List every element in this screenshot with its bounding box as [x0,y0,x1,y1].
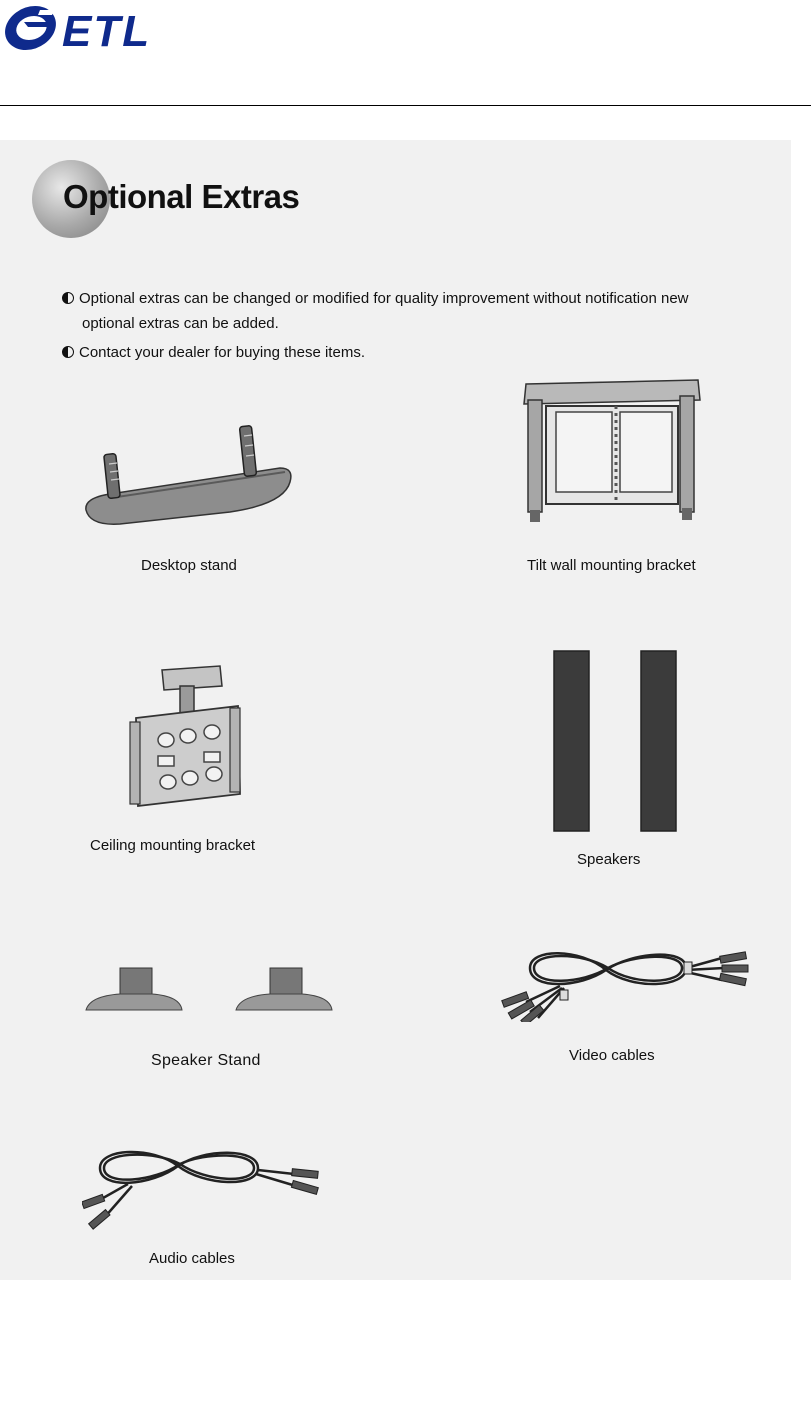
note-1-line1: Optional extras can be changed or modified for quality improvement without notification new [79,290,689,307]
speaker-stand-label: Speaker Stand [151,1052,261,1069]
speakers-label: Speakers [577,851,641,868]
etl-logo [2,2,158,54]
note-1-line2: optional extras can be added. [82,315,279,332]
audio-cables-label: Audio cables [149,1250,235,1267]
logo-text: ETL [62,7,152,54]
half-circle-bullet-icon [62,346,74,358]
ceiling-bracket-icon [128,664,246,810]
speakers-icon [553,650,677,834]
note-2-line1: Contact your dealer for buying these items. [79,344,365,361]
header-divider [0,105,811,106]
page-title: Optional Extras [63,178,300,215]
ceiling-bracket-label: Ceiling mounting bracket [90,837,256,854]
note-2 [62,340,772,365]
half-circle-bullet-icon [62,292,74,304]
desktop-stand-icon [80,420,295,530]
audio-cables-icon [82,1146,322,1232]
tilt-wall-bracket-label: Tilt wall mounting bracket [527,557,696,574]
etl-logo-emblem-icon [2,6,60,50]
speaker-stand-icon [84,966,334,1014]
title-block [32,160,392,240]
desktop-stand-label: Desktop stand [141,557,237,574]
note-1 [62,286,772,336]
video-cables-label: Video cables [569,1047,655,1064]
video-cables-icon [500,946,756,1022]
tilt-wall-bracket-icon [520,376,705,524]
